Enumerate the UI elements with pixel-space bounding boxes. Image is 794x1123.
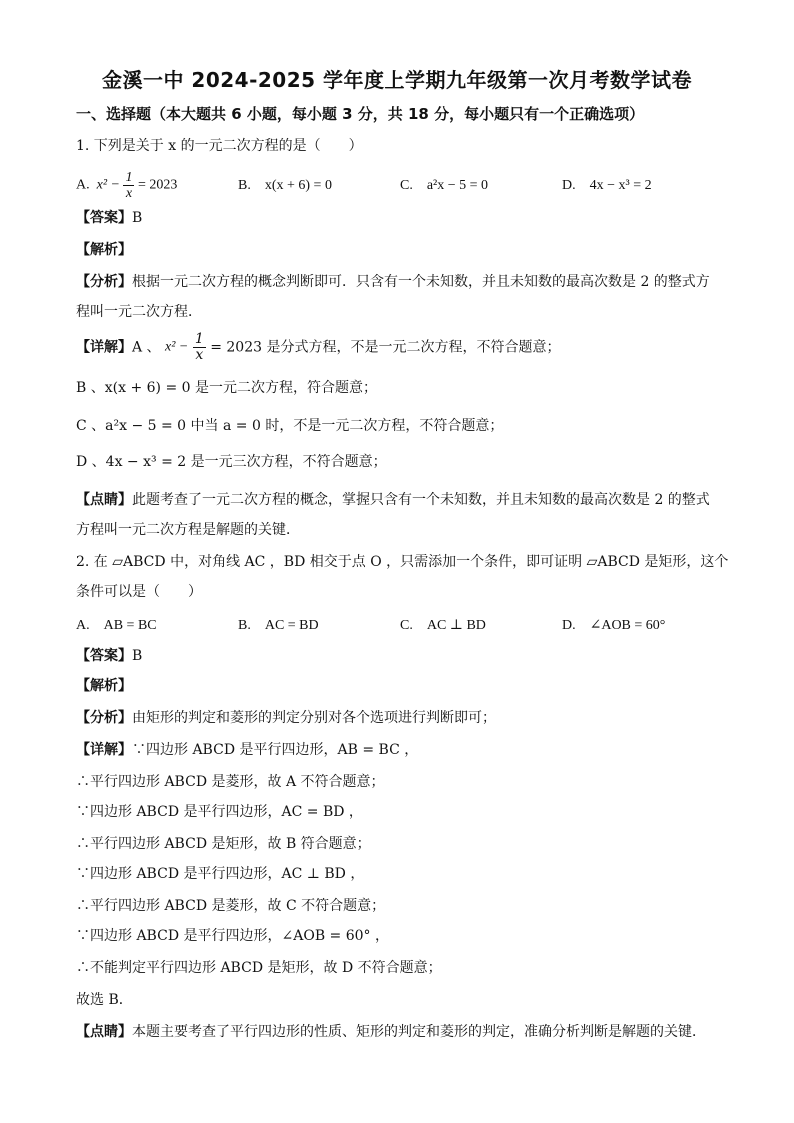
fraction-numerator: 1 xyxy=(125,170,133,185)
q2-proof-line-8: 故选 B． xyxy=(76,992,133,1008)
q2-proof-line-1: ∴平行四边形 ABCD 是菱形，故 A 不符合题意； xyxy=(76,774,385,790)
q2-proof-line-5: ∴平行四边形 ABCD 是菱形，故 C 不符合题意； xyxy=(76,898,386,914)
answer-tag: 【答案】 xyxy=(76,648,132,664)
fenxi-text: 根据一元二次方程的概念判断即可．只含有一个未知数，并且未知数的最高次数是 2 的整式方 xyxy=(132,274,710,290)
q2-proof-line-3: ∴平行四边形 ABCD 是矩形，故 B 符合题意； xyxy=(76,836,371,852)
q2-proof-line-4: ∵四边形 ABCD 是平行四边形，AC ⊥ BD ， xyxy=(76,866,365,882)
proof-line: ∵四边形 ABCD 是平行四边形，AB = BC ， xyxy=(132,742,419,758)
xj-a-tail: = 2023 是分式方程，不是一元二次方程，不符合题意； xyxy=(210,339,561,356)
q2-proof-line-7: ∴不能判定平行四边形 ABCD 是矩形，故 D 不符合题意； xyxy=(76,960,442,976)
q1-option-d: D. 4x − x³ = 2 xyxy=(562,178,652,193)
fenxi-tag: 【分析】 xyxy=(76,710,132,726)
answer-value: B xyxy=(132,648,143,664)
q2-proof-line-6: ∵四边形 ABCD 是平行四边形，∠AOB = 60° ， xyxy=(76,928,389,944)
fenxi-tag: 【分析】 xyxy=(76,274,132,290)
q2-option-d: D. ∠AOB = 60° xyxy=(562,618,666,633)
q2-fenxi xyxy=(76,708,726,728)
answer-tag: 【答案】 xyxy=(76,210,132,226)
q1-xiangjie-d: D 、4x − x³ = 2 是一元三次方程，不符合题意； xyxy=(76,454,387,470)
fraction-denominator: x xyxy=(125,186,133,201)
q2-xiangjie-line-0 xyxy=(76,740,726,760)
q1-dianjing-line-1 xyxy=(76,490,726,510)
dianjing-tag: 【点睛】 xyxy=(76,492,132,508)
q2-dianjing xyxy=(76,1022,726,1042)
fenxi-text: 由矩形的判定和菱形的判定分别对各个选项进行判断即可； xyxy=(132,710,496,726)
q2-proof-line-2: ∵四边形 ABCD 是平行四边形，AC = BD ， xyxy=(76,804,363,820)
q2-option-c: C. AC ⊥ BD xyxy=(400,618,486,633)
q1-option-a xyxy=(76,170,177,201)
q2-analysis-heading: 【解析】 xyxy=(76,678,132,694)
q2-answer xyxy=(76,646,726,666)
q1-answer xyxy=(76,208,726,228)
xiangjie-tag: 【详解】 xyxy=(76,339,132,356)
q1-option-a-tail: = 2023 xyxy=(137,177,178,193)
xiangjie-tag: 【详解】 xyxy=(76,742,132,758)
q1-dianjing-line-2: 方程叫一元二次方程是解题的关键． xyxy=(76,522,300,538)
q1-xiangjie-c: C 、a²x − 5 = 0 中当 a = 0 时，不是一元二次方程，不符合题意； xyxy=(76,418,504,434)
q1-fenxi-line-2: 程叫一元二次方程． xyxy=(76,304,202,320)
section-heading: 一、选择题（本大题共 6 小题，每小题 3 分，共 18 分，每小题只有一个正确选项） xyxy=(76,105,645,123)
q2-option-a: A. AB = BC xyxy=(76,618,157,633)
q1-stem: 1. 下列是关于 x 的一元二次方程的是（ ） xyxy=(76,138,363,154)
q1-options xyxy=(76,166,726,206)
dianjing-text: 本题主要考查了平行四边形的性质、矩形的判定和菱形的判定，准确分析判断是解题的关键． xyxy=(132,1024,706,1040)
q1-option-b: B. x(x + 6) = 0 xyxy=(238,178,332,193)
q1-xiangjie-a xyxy=(76,332,726,368)
q1-fenxi-line-1 xyxy=(76,272,726,292)
q1-option-c: C. a²x − 5 = 0 xyxy=(400,178,489,193)
q1-option-a-label: A. xyxy=(76,177,90,193)
q1-option-a-lead: x² − xyxy=(96,177,120,193)
dianjing-text: 此题考查了一元二次方程的概念，掌握只含有一个未知数，并且未知数的最高次数是 2 的整式 xyxy=(132,492,710,508)
q1-option-a-fraction xyxy=(123,170,134,201)
xj-a-fraction xyxy=(193,332,206,363)
q2-stem-line-2: 条件可以是（ ） xyxy=(76,584,202,600)
exam-title: 金溪一中 2024-2025 学年度上学期九年级第一次月考数学试卷 xyxy=(101,68,693,92)
answer-value: B xyxy=(132,210,143,226)
xj-a-lead: A 、 xyxy=(132,339,161,356)
xj-a-mid: x² − xyxy=(165,339,189,355)
fraction-denominator: x xyxy=(195,347,204,363)
q1-xiangjie-b: B 、x(x + 6) = 0 是一元二次方程，符合题意； xyxy=(76,380,377,396)
dianjing-tag: 【点睛】 xyxy=(76,1024,132,1040)
q1-analysis-heading: 【解析】 xyxy=(76,242,132,258)
q2-stem-line-1: 2. 在 ▱ABCD 中，对角线 AC ，BD 相交于点 O ，只需添加一个条件，即可证明 ▱ABCD 是矩形，这个 xyxy=(76,554,729,570)
q2-option-b: B. AC = BD xyxy=(238,618,319,633)
fraction-numerator: 1 xyxy=(194,331,204,347)
